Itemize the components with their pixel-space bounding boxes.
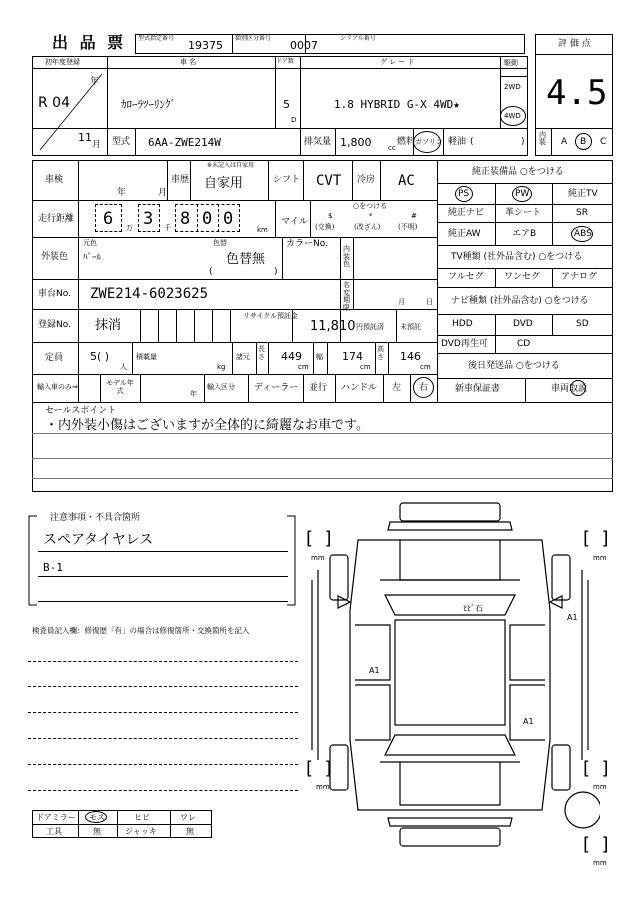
- bracket-rear-left: [ ]: [306, 758, 332, 779]
- navi-header: ナビ種類 (社外品含む) ○をつける: [451, 296, 589, 306]
- equip-aw: 純正AW: [448, 229, 481, 239]
- handle-label: ハンドル: [341, 383, 378, 393]
- fuel-label: 燃料: [397, 137, 416, 147]
- fuel-gasoline: ガソリン: [415, 138, 443, 146]
- bracket-front-right: [ ]: [583, 528, 609, 549]
- first-reg-label: 初年度登録: [45, 58, 80, 66]
- score-value: 4.5: [546, 73, 608, 113]
- load-label: 積載量: [136, 353, 157, 361]
- height-value: 146: [400, 350, 421, 363]
- reg-label: 登録No.: [38, 320, 71, 330]
- later-header: 後日発送品 ○をつける: [468, 361, 560, 371]
- equip-airbag: エアB: [512, 229, 537, 239]
- form-title: 出 品 票: [52, 33, 127, 52]
- mileage-digit-5: 0: [223, 209, 234, 229]
- chassis-value: ZWE214-6023625: [90, 286, 209, 302]
- length-label: 長さ: [258, 345, 265, 361]
- ac-value: AC: [398, 173, 415, 189]
- history-note: ※未記入は自家用: [207, 162, 255, 169]
- mileage-label: 走行距離: [38, 214, 75, 224]
- mileage-hash: #: [411, 212, 417, 220]
- import-type-label: 輸入区分: [207, 383, 235, 391]
- navi-sd: SD: [576, 319, 589, 329]
- interior-b-circle: [575, 133, 592, 150]
- equip-ps-circle: [455, 186, 473, 202]
- serial-label: シリアル番号: [340, 35, 376, 42]
- capacity-unit: 人: [120, 363, 127, 371]
- mm-rear-left: mm: [316, 783, 330, 791]
- jack-value: 無: [186, 827, 194, 836]
- ac-label: 冷房: [357, 175, 376, 185]
- equip-abs: ABS: [574, 229, 592, 239]
- tools-label: 工具: [46, 827, 62, 836]
- tv-oneseg: ワンセグ: [504, 272, 541, 282]
- drive-label: 駆動: [504, 59, 518, 67]
- orig-color-value: ﾊﾟｰﾙ: [83, 253, 102, 263]
- width-unit: cm: [360, 363, 371, 371]
- mark-a1-right-rear: A1: [523, 717, 534, 726]
- height-unit: cm: [420, 363, 431, 371]
- mirror-moss: モス: [89, 813, 105, 822]
- repaint-paren-close: ): [274, 267, 278, 277]
- height-label: 高さ: [377, 345, 384, 361]
- mm-rear-right: mm: [593, 783, 607, 791]
- recycle-value: 11,810: [310, 319, 356, 334]
- drive-4wd: 4WD: [504, 112, 521, 120]
- length-value: 449: [281, 350, 302, 363]
- color-no-label: カラーNo.: [286, 239, 328, 249]
- mileage-digit-1: 6: [103, 209, 114, 229]
- mm-front-right: mm: [593, 554, 607, 562]
- recycle-label: リサイクル預託金: [243, 312, 299, 320]
- load-kg: kg: [217, 363, 226, 371]
- later-manual-circle: [570, 380, 586, 396]
- model-cert-value: 19375: [188, 39, 223, 52]
- equip-ps: PS: [458, 189, 470, 199]
- doors-label: ドア数: [276, 58, 294, 65]
- bracket-front-left: [ ]: [306, 528, 332, 549]
- notes-line-2: B-1: [43, 561, 63, 574]
- width-value: 174: [342, 350, 363, 363]
- later-warranty: 新車保証書: [455, 384, 501, 394]
- equip-pw-circle: [512, 186, 532, 202]
- model-year-label: モデル年式: [106, 379, 134, 396]
- equipment-header: 純正装備品 ○をつける: [472, 167, 564, 177]
- reg-value: 抹消: [95, 318, 122, 333]
- navi-hdd: HDD: [452, 319, 473, 329]
- tools-value: 無: [93, 827, 101, 836]
- fuel-diesel: 軽油: [448, 137, 467, 147]
- cc-unit: cc: [388, 144, 396, 152]
- interior-label: 内装: [539, 131, 546, 146]
- import-dealer: ディーラー: [254, 383, 299, 393]
- mileage-hash-note: (不明): [398, 223, 418, 231]
- inspection-month-unit: 月: [158, 188, 168, 198]
- displacement-label: 排気量: [304, 137, 332, 147]
- sales-points-label: セールスポイント: [45, 406, 117, 416]
- first-reg-era: R 04: [38, 95, 70, 111]
- navi-cd: CD: [517, 339, 531, 349]
- mirror-label: ドアミラー: [36, 813, 76, 822]
- recycle-pending: 未預託: [400, 323, 421, 331]
- tv-fullseg: フルセグ: [448, 272, 484, 282]
- import-parallel: 並行: [309, 383, 328, 393]
- first-reg-month: 11: [78, 131, 92, 144]
- capacity-value: 5( ): [90, 350, 110, 363]
- mm-front-left: mm: [311, 554, 325, 562]
- notes-bracket: [27, 515, 297, 607]
- mileage-km: km: [257, 226, 268, 234]
- history-value: 自家用: [204, 176, 244, 191]
- capacity-label: 定員: [45, 353, 64, 363]
- tv-header: TV種類 (社外品含む) ○をつける: [451, 252, 583, 262]
- doors-value: 5: [283, 98, 290, 111]
- interior-color-label: 内装色: [343, 245, 350, 269]
- dims-label: 諸元: [236, 353, 250, 361]
- fuel-paren-open: (: [470, 137, 474, 147]
- equip-sr: SR: [576, 208, 588, 218]
- name-change-label: 名変期限: [343, 281, 350, 313]
- grade-value: 1.8 HYBRID G-X 4WD★: [334, 98, 460, 111]
- equip-leather: 革シート: [505, 208, 542, 218]
- mileage-star-note: (改ざん): [354, 223, 381, 231]
- history-label: 車歴: [171, 175, 190, 185]
- notes-label: 注意事項・不具合箇所: [50, 513, 141, 523]
- notes-line-1: スペアタイヤレス: [43, 532, 154, 548]
- mileage-man: 万: [126, 224, 133, 232]
- inspection-label: 車検: [45, 175, 64, 185]
- interior-b: B: [580, 137, 587, 147]
- name-change-month: 月: [398, 298, 405, 306]
- mileage-digit-4: 0: [202, 209, 213, 229]
- shift-label: シフト: [273, 175, 301, 185]
- chassis-label: 車台No.: [38, 289, 71, 299]
- class-value: 0007: [290, 39, 318, 52]
- repaint-label: 色替: [213, 239, 227, 247]
- model-cert-label: 型式指定番号: [138, 35, 175, 42]
- displacement-value: 1,800: [340, 136, 372, 149]
- jack-label: ジャッキ: [125, 827, 157, 836]
- model-label: 型式: [112, 137, 131, 147]
- later-manual: 車両取説: [551, 384, 588, 394]
- mileage-star: *: [369, 212, 373, 220]
- car-name: ｶﾛｰﾗﾂｰﾘﾝｸﾞ: [121, 98, 176, 111]
- handle-right: 右: [419, 383, 429, 393]
- mileage-mile: マイル: [281, 217, 308, 227]
- mirror-moss-circle: [85, 811, 107, 823]
- handle-left: 左: [392, 383, 402, 393]
- mark-a1-left: A1: [369, 666, 380, 675]
- interior-c: C: [600, 137, 607, 147]
- interior-a: A: [561, 137, 568, 147]
- fuel-circle: [413, 131, 441, 153]
- equip-abs-circle: [571, 226, 593, 242]
- mileage-dollar-note: (交換): [315, 223, 335, 231]
- car-diagram: [300, 500, 600, 860]
- orig-color-label: 元色: [83, 239, 97, 247]
- name-change-day: 日: [426, 298, 433, 306]
- import-label: 輸入車のみ⇒: [37, 383, 78, 391]
- recycle-unit: 円預託済: [356, 323, 384, 331]
- mark-a1-right-front: A1: [567, 613, 578, 622]
- inspector-label: 検査員記入欄：修復歴「有」の場合は修復箇所・交換箇所を記入: [32, 626, 250, 635]
- repaint-paren-open: (: [209, 267, 213, 277]
- model-year-unit: 年: [190, 390, 197, 398]
- mileage-digit-3: 8: [180, 209, 191, 229]
- width-label: 幅: [316, 353, 323, 361]
- score-label: 評 価 点: [558, 39, 591, 49]
- mm-spare: mm: [593, 859, 607, 867]
- bracket-rear-right: [ ]: [583, 758, 609, 779]
- bracket-spare: [ ]: [583, 834, 609, 855]
- drive-4wd-circle: [500, 106, 526, 126]
- shift-value: CVT: [316, 173, 342, 189]
- color-label: 外装色: [41, 252, 69, 262]
- tv-analog: アナログ: [561, 272, 598, 282]
- grade-label: グ レ ー ド: [380, 58, 415, 66]
- model-value: 6AA-ZWE214W: [148, 136, 221, 149]
- fuel-paren-close: ): [521, 137, 525, 147]
- equip-tv: 純正TV: [568, 189, 598, 199]
- class-label: 類別区分番号: [235, 35, 272, 42]
- mileage-dollar: $: [328, 212, 333, 220]
- navi-dvd: DVD: [513, 319, 533, 329]
- mirror-crack: ヒビ: [134, 813, 150, 822]
- repaint-value: 色替無: [226, 252, 266, 267]
- length-unit: cm: [298, 363, 309, 371]
- equip-pw: PW: [515, 189, 530, 199]
- door-type: D: [291, 116, 297, 124]
- equip-navi: 純正ナビ: [448, 208, 485, 218]
- handle-right-circle: [413, 377, 434, 398]
- first-reg-year-unit: 年: [90, 77, 100, 87]
- inspection-year-unit: 年: [117, 188, 127, 198]
- car-name-label: 車 名: [180, 58, 197, 66]
- sales-points-text: ・内外装小傷はございますが全体的に綺麗なお車です。: [45, 418, 369, 433]
- mileage-digit-2: 3: [143, 209, 154, 229]
- navi-dvd-play: DVD再生可: [441, 339, 488, 349]
- mark-chip: ﾋﾋﾞ石: [463, 604, 483, 613]
- mirror-break: ワレ: [180, 813, 196, 822]
- mileage-tsukeru: ○をつける: [353, 202, 388, 210]
- mileage-sen: 千: [164, 224, 171, 232]
- drive-2wd: 2WD: [504, 83, 521, 91]
- first-reg-month-unit: 月: [92, 140, 102, 150]
